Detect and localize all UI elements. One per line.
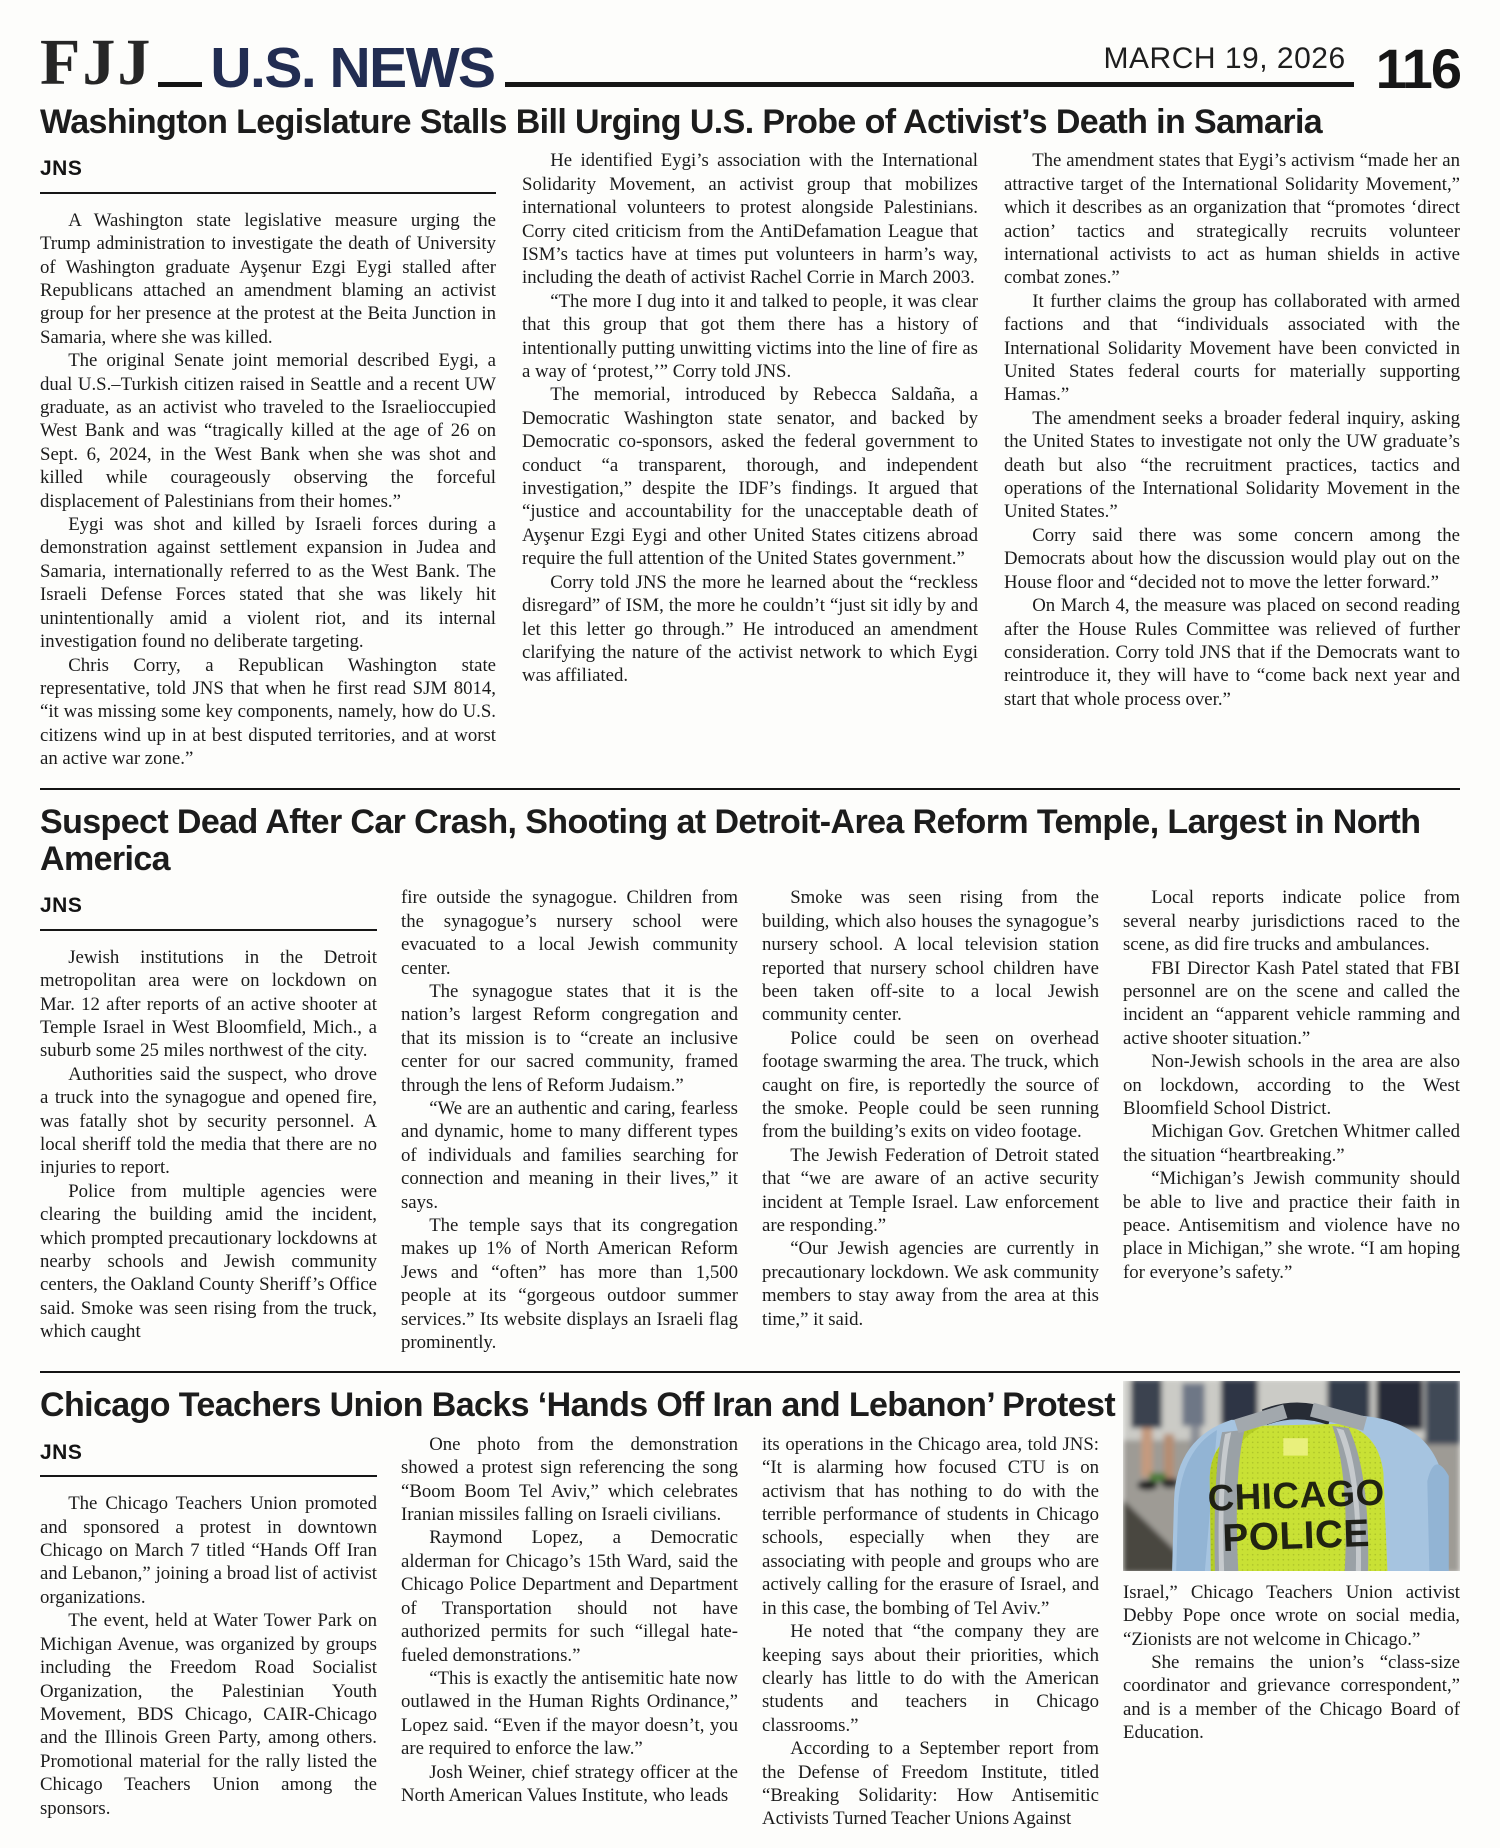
- article-paragraph: The Jewish Federation of Detroit stated that “we are aware of an active security incident at Temple Israel. Law enforcement are responding.”: [762, 1144, 1099, 1237]
- article-headline: Suspect Dead After Car Crash, Shooting at Detroit-Area Reform Temple, Largest in North America: [40, 802, 1421, 878]
- article-column-2: [401, 1433, 738, 1831]
- column-text: [1123, 1581, 1460, 1745]
- article-paragraph: “Our Jewish agencies are currently in precautionary lockdown. We ask community members to stay away from the area at this time,” it said.: [762, 1238, 1099, 1330]
- article-paragraph: Smoke was seen rising from the building, which also houses the synagogue’s nursery school. A local television station reported that nursery school children have been taken off-site to a local Jewish community center.: [762, 887, 1099, 1026]
- page-header: [40, 24, 1460, 101]
- article-paragraph: Corry said there was some concern among the Democrats about how the discussion would play out on the House floor and “decided not to move the letter forward.”: [1004, 524, 1460, 593]
- article-columns: [40, 1433, 1460, 1831]
- article-paragraph: Authorities said the suspect, who drove a truck into the synagogue and opened fire, was fatally shot by security personnel. A local sheriff told the media that there are no injuries to report.: [40, 1063, 377, 1179]
- article-columns: [40, 886, 1460, 1354]
- article-headline: Washington Legislature Stalls Bill Urging U.S. Probe of Activist’s Death in Samaria: [40, 103, 1323, 141]
- article-paragraph: The Chicago Teachers Union promoted and sponsored a protest in downtown Chicago on March 7 titled “Hands Off Iran and Lebanon,” joining a broad list of activist organizations.: [40, 1493, 377, 1608]
- article-paragraph: The amendment states that Eygi’s activism “made her an attractive target of the International Solidarity Movement,” which it describes as an organization that “promotes ‘direct action’ tactics and strategically recruits volunteer international activists to act as human shields in active combat zones.”: [1004, 150, 1460, 289]
- article-paragraph: Police from multiple agencies were clearing the building amid the incident, which prompted precautionary lockdowns at nearby schools and Jewish community centers, the Oakland County Sheriff’s Office said. Smoke was seen rising from the truck, which caught: [40, 1180, 377, 1343]
- chicago-police-photo: [1123, 1381, 1460, 1571]
- article-paragraph: One photo from the demonstration showed a protest sign referencing the song “Boom Boom Tel Aviv,” which celebrates Iranian missiles falling on Israeli civilians.: [401, 1433, 738, 1526]
- byline: JNS: [40, 886, 377, 930]
- article-washington-legislature: [40, 104, 1460, 788]
- article-paragraph: FBI Director Kash Patel stated that FBI personnel are on the scene and called the incident an “apparent vehicle ramming and active shooter situation.”: [1123, 957, 1460, 1049]
- article-paragraph: He noted that “the company they are keeping says about their priorities, which clearly has little to do with the American students and teachers in Chicago classrooms.”: [762, 1621, 1099, 1736]
- column-text: [40, 1492, 377, 1820]
- header-rule: [505, 82, 1354, 87]
- article-paragraph: Corry told JNS the more he learned about the “reckless disregard” of ISM, the more he couldn’t “just sit idly by and let this letter go through.” He introduced an amendment clarifying the nature of the activist network to which Eygi was affiliated.: [522, 571, 978, 687]
- article-paragraph: its operations in the Chicago area, told JNS: “It is alarming how focused CTU is on activism that has nothing to do with the terrible performance of students in Chicago schools, especially when they are associating with people and groups who are actively calling for the erasure of Israel, and in this case, the bombing of Tel Aviv.”: [762, 1433, 1099, 1619]
- article-paragraph: Michigan Gov. Gretchen Whitmer called the situation “heartbreaking.”: [1123, 1121, 1460, 1166]
- article-paragraph: The event, held at Water Tower Park on Michigan Avenue, was organized by groups including the Freedom Road Socialist Organization, the Palestinian Youth Movement, BDS Chicago, CAIR-Chicago and the Illinois Green Party, among others. Promotional material for the rally listed the Chicago Teachers Union among the sponsors.: [40, 1610, 377, 1819]
- article-column-3: [762, 1433, 1099, 1831]
- article-divider: [40, 1371, 1460, 1373]
- article-paragraph: Josh Weiner, chief strategy officer at the North American Values Institute, who leads: [401, 1761, 738, 1806]
- article-paragraph: “Michigan’s Jewish community should be able to live and practice their faith in peace. Antisemitism and violence have no place in Michigan,” she wrote. “I am hoping for everyone’s safety.”: [1123, 1168, 1460, 1283]
- article-paragraph: He identified Eygi’s association with the International Solidarity Movement, an activist group that mobilizes international volunteers to protest alongside Palestinians. Corry cited criticism from the AntiDefamation League that ISM’s tactics have at times put volunteers in harm’s way, including the death of activist Rachel Corrie in March 2003.: [522, 150, 978, 289]
- article-paragraph: Police could be seen on overhead footage swarming the area. The truck, which caught on fire, is reportedly the source of the smoke. People could be seen running from the building’s exits on video footage.: [762, 1027, 1099, 1143]
- article-column-2: [401, 886, 738, 1354]
- article-column-2: [522, 149, 978, 770]
- article-paragraph: It further claims the group has collaborated with armed factions and that “individuals associated with the International Solidarity Movement have been convicted in United States federal courts for materially supporting Hamas.”: [1004, 290, 1460, 406]
- article-paragraph: A Washington state legislative measure urging the Trump administration to investigate the death of University of Washington graduate Ayşenur Ezgi Eygi stalled after Republicans attached an amendment blaming an activist group for her presence at the protest at the Beita Junction in Samaria, where she was killed.: [40, 209, 496, 348]
- article-paragraph: Chris Corry, a Republican Washington state representative, told JNS that when he first read SJM 8014, “it was missing some key components, namely, how do U.S. citizens wind up in at best disputed territories, and at worst an active war zone.”: [40, 654, 496, 770]
- section-title: U.S. NEWS: [210, 35, 495, 100]
- article-column-3: [1004, 149, 1460, 770]
- article-paragraph: Israel,” Chicago Teachers Union activist Debby Pope once wrote on social media, “Zionists are not welcome in Chicago.”: [1123, 1581, 1460, 1650]
- article-paragraph: On March 4, the measure was placed on second reading after the House Rules Committee was relieved of further consideration. Corry told JNS that if the Democrats want to reintroduce it, they will have to “come back next year and start that whole process over.”: [1004, 595, 1460, 710]
- article-column-3: [762, 886, 1099, 1354]
- column-text: [40, 946, 377, 1344]
- article-paragraph: The amendment seeks a broader federal inquiry, asking the United States to investigate not only the UW graduate’s death but also “the recruitment practices, tactics and operations of the International Solidarity Movement in the United States.”: [1004, 407, 1460, 523]
- column-text: [40, 209, 496, 771]
- vest-text-line2: POLICE: [1221, 1511, 1371, 1560]
- header-rule-area: [495, 24, 1362, 90]
- article-divider: [40, 788, 1460, 790]
- article-paragraph: The memorial, introduced by Rebecca Saldaña, a Democratic Washington state senator, and backed by Democratic co-sponsors, asked the federal government to conduct “a transparent, thorough, and independent investigation,” despite the IDF’s findings. It argued that “justice and accountability for the unacceptable death of Ayşenur Ezgi Eygi and other United States citizens abroad require the full attention of the United States government.”: [522, 384, 978, 570]
- article-chicago-teachers-union: [40, 1387, 1460, 1847]
- article-paragraph: Eygi was shot and killed by Israeli forces during a demonstration against settlement expansion in Judea and Samaria, internationally referred to as the West Bank. The Israeli Defense Forces stated that she was likely hit unintentionally amid a violent riot, and its internal investigation found no deliberate targeting.: [40, 514, 496, 653]
- article-paragraph: fire outside the synagogue. Children from the synagogue’s nursery school were evacuated to a local Jewish community center.: [401, 887, 738, 979]
- article-paragraph: Non-Jewish schools in the area are also on lockdown, according to the West Bloomfield School District.: [1123, 1051, 1460, 1119]
- article-column-4: [1123, 886, 1460, 1354]
- article-paragraph: The original Senate joint memorial described Eygi, a dual U.S.–Turkish citizen raised in Seattle and a recent UW graduate, as an activist who traveled to the Israelioccupied West Bank and was “tragically killed at the age of 26 on Sept. 6, 2024, in the West Bank when she was shot and killed while courageously observing the forceful displacement of Palestinians from their homes.”: [40, 350, 496, 512]
- article-paragraph: “This is exactly the antisemitic hate now outlawed in the Human Rights Ordinance,” Lopez said. “Even if the mayor doesn’t, you are required to enforce the law.”: [401, 1667, 738, 1760]
- article-column-1: [40, 1433, 377, 1831]
- byline: JNS: [40, 1433, 377, 1477]
- article-paragraph: According to a September report from the Defense of Freedom Institute, titled “Breaking Solidarity: How Antisemitic Activists Turned Teacher Unions Against: [762, 1738, 1099, 1830]
- article-column-1: [40, 886, 377, 1354]
- article-paragraph: “The more I dug into it and talked to people, it was clear that this group that got them there has a history of intentionally putting unwitting victims into the line of fire as a way of ‘protest,’” Corry told JNS.: [522, 290, 978, 383]
- article-paragraph: “We are an authentic and caring, fearless and dynamic, home to many different types of individuals and families searching for connection and meaning in their lives,” it says.: [401, 1097, 738, 1213]
- article-paragraph: Local reports indicate police from several nearby jurisdictions raced to the scene, as did fire trucks and ambulances.: [1123, 887, 1460, 956]
- article-column-1: [40, 149, 496, 770]
- article-headline: Chicago Teachers Union Backs ‘Hands Off Iran and Lebanon’ Protest: [40, 1386, 1116, 1425]
- article-paragraph: Jewish institutions in the Detroit metropolitan area were on lockdown on Mar. 12 after reports of an active shooter at Temple Israel in West Bloomfield, Mich., a suburb some 25 miles northwest of the city.: [40, 946, 377, 1062]
- issue-date: MARCH 19, 2026: [1103, 42, 1346, 75]
- byline: JNS: [40, 149, 496, 193]
- article-paragraph: The synagogue states that it is the nation’s largest Reform congregation and that its mission is to “create an inclusive center for our sacred community, framed through the lens of Reform Judaism.”: [401, 980, 738, 1096]
- page-number: 116: [1375, 37, 1460, 101]
- article-columns: [40, 149, 1460, 770]
- article-detroit-temple: [40, 804, 1460, 1372]
- logo-underscore-bar: [158, 82, 202, 87]
- article-paragraph: She remains the union’s “class-size coordinator and grievance correspondent,” and is a member of the Chicago Board of Education.: [1123, 1652, 1460, 1744]
- article-column-4: [1123, 1433, 1460, 1831]
- article-paragraph: Raymond Lopez, a Democratic alderman for Chicago’s 15th Ward, said the Chicago Police Department and Department of Transportation should not have authorized permits for such “illegal hate-fueled demonstrations.”: [401, 1527, 738, 1666]
- vest-text-line1: CHICAGO: [1206, 1471, 1386, 1519]
- article-paragraph: The temple says that its congregation makes up 1% of North American Reform Jews and “often” has more than 1,500 people at its “gorgeous outdoor summer services.” Its website displays an Israeli flag prominently.: [401, 1215, 738, 1354]
- publication-logo: FJJ: [40, 25, 153, 99]
